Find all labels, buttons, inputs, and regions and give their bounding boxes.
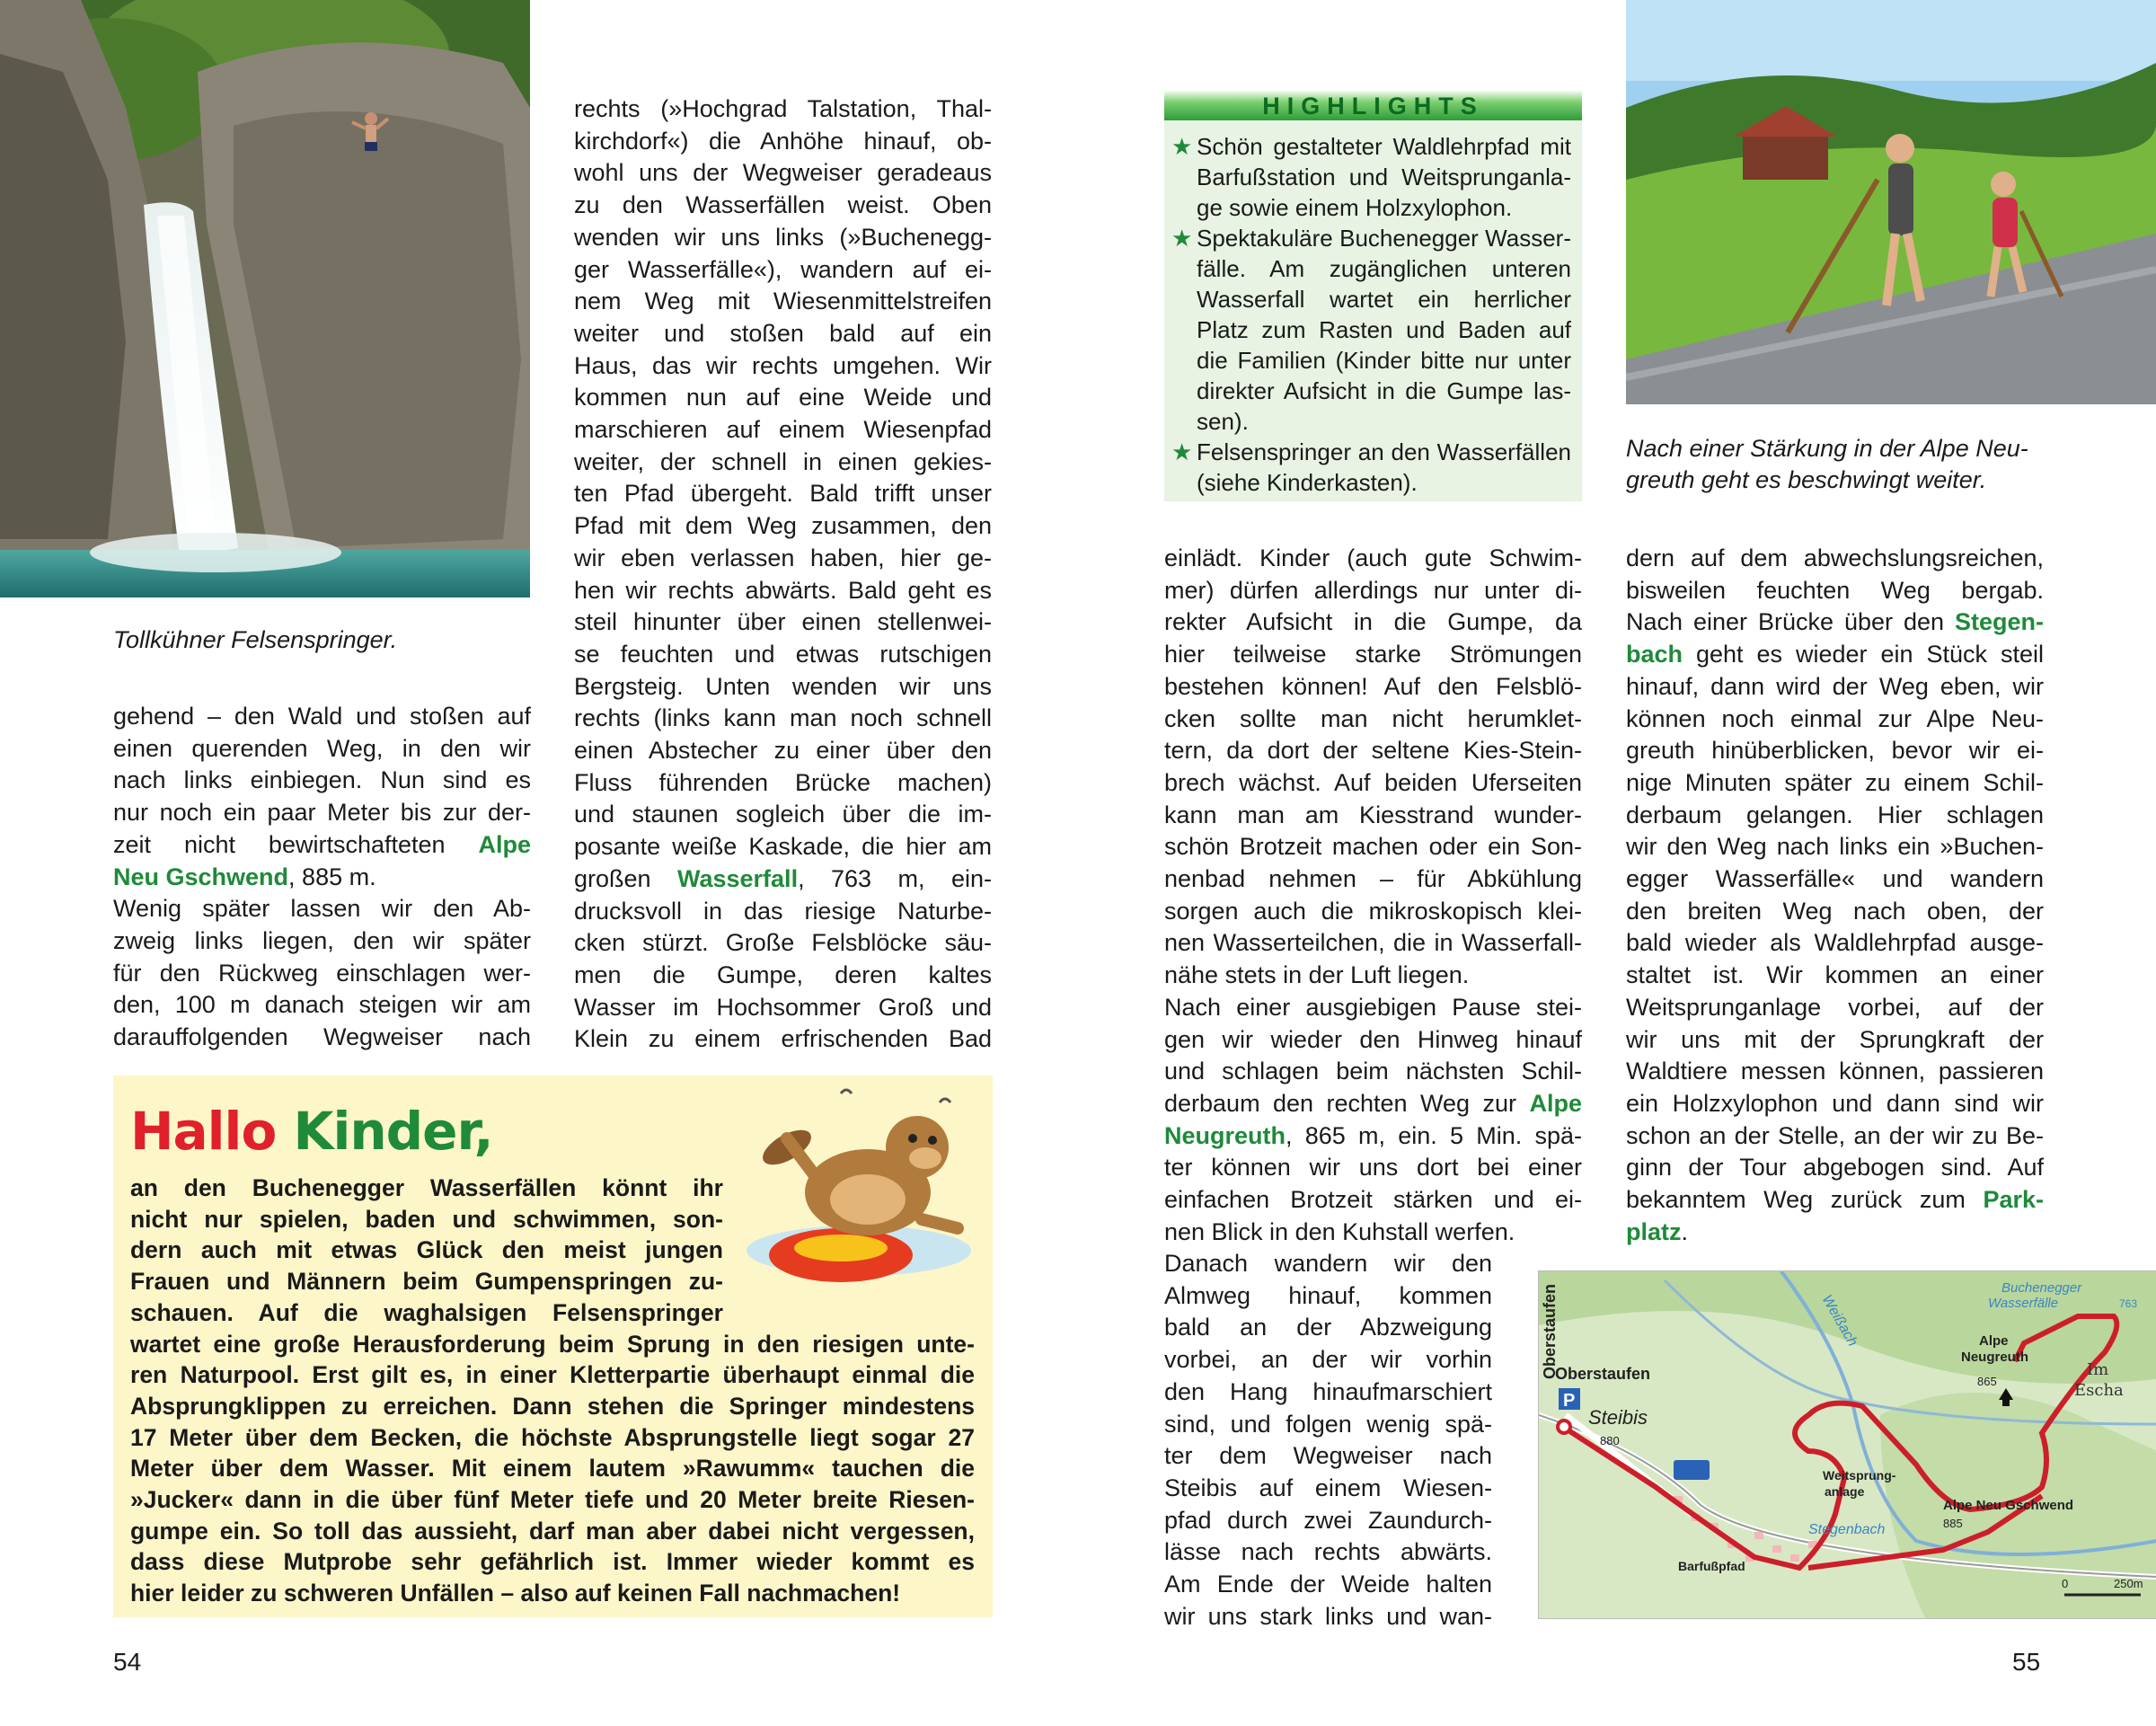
label-alpe-neugreuth-alt: 865: [1977, 1375, 1997, 1388]
kids-text-line: dass diese Mutprobe sehr gefährlich ist. Immer wieder kommt es: [130, 1548, 975, 1576]
text-segment: wenden wir uns links (»Buchenegg-: [574, 223, 992, 251]
text-line: [1626, 863, 2044, 896]
text-line: [1164, 671, 1582, 704]
text-column-3-lower: [1164, 1248, 1492, 1633]
text-line: [574, 93, 992, 126]
text-line: [1626, 704, 2044, 736]
text-line: [1164, 1088, 1582, 1120]
text-line: [574, 927, 992, 960]
highlight-line: Barfußstation und Weitsprunganla-: [1197, 164, 1571, 190]
text-line: [1626, 639, 2044, 671]
page-number-left: 54: [113, 1648, 142, 1676]
text-column-2: [574, 93, 992, 1056]
text-segment: men die Gumpe, deren kaltes: [574, 960, 992, 988]
label-waterfall-alt: 763: [2119, 1297, 2138, 1310]
hikers-caption-line-1: Nach einer Stärkung in der Alpe Neu-: [1626, 435, 2028, 462]
highlights-list: [1171, 131, 1571, 498]
text-line: [1626, 1152, 2044, 1184]
highlight-line: direkter Aufsicht in die Gumpe las-: [1197, 377, 1571, 404]
parking-letter: P: [1563, 1391, 1576, 1411]
text-segment: ginn der Tour abgebogen sind. Auf: [1626, 1154, 2044, 1182]
text-line: [1626, 1217, 2044, 1249]
text-segment: egger Wasserfälle« und wandern: [1626, 865, 2044, 893]
highlight-item: [1171, 437, 1571, 498]
text-segment: Nach einer ausgiebigen Pause stei-: [1164, 993, 1582, 1021]
text-segment: einen Abstecher zu einer über den: [574, 737, 992, 765]
text-line: [1164, 992, 1582, 1024]
text-segment: Wenig später lassen wir den Ab-: [113, 895, 531, 923]
text-line: [1164, 1184, 1582, 1217]
text-segment: bestehen können! Auf den Felsblö-: [1164, 672, 1582, 700]
text-segment: wohl uns der Wegweiser geradeaus: [574, 159, 992, 187]
text-line: [1626, 1056, 2044, 1088]
text-segment: weiter, der schnell in einen gekies-: [574, 447, 992, 475]
text-segment: ein Holzxylophon und dann sind wir: [1626, 1089, 2044, 1117]
text-line: [1164, 1536, 1492, 1569]
text-segment: wir den Weg nach links ein »Buchen-: [1626, 833, 2044, 861]
text-line: [1164, 1376, 1492, 1409]
scale-zero: 0: [2062, 1577, 2069, 1590]
highlight-line: Wasserfall wartet ein herrlicher: [1197, 286, 1571, 313]
text-line: [1164, 896, 1582, 928]
text-line: [1164, 543, 1582, 575]
text-line: [1626, 896, 2044, 928]
text-line: [1626, 992, 2044, 1024]
label-steibis: Steibis: [1588, 1406, 1648, 1429]
text-line: [1164, 606, 1582, 639]
kids-greeting-hallo: Hallo: [130, 1101, 277, 1162]
text-line: [574, 157, 992, 190]
text-line: [574, 510, 992, 543]
label-im: Im: [2087, 1360, 2109, 1379]
text-segment: Wasser im Hochsommer Groß und: [574, 993, 992, 1021]
text-line: [574, 190, 992, 222]
label-waterfall-2: Wasserfälle: [1988, 1296, 2059, 1311]
text-line: [1626, 1120, 2044, 1153]
text-segment: nige Minuten später zu einem Schil-: [1626, 768, 2044, 796]
text-line: [574, 960, 992, 992]
text-segment: können noch einmal zur Alpe Neu-: [1626, 704, 2044, 732]
kids-greeting: [130, 1101, 493, 1162]
kids-info-box: [113, 1075, 993, 1617]
text-segment: wir uns mit der Sprungkraft der: [1626, 1025, 2044, 1053]
highlight-item: [1171, 131, 1571, 223]
text-line: [113, 797, 531, 829]
text-line: [574, 896, 992, 928]
text-segment: kirchdorf«) die Anhöhe hinauf, ob-: [574, 127, 992, 155]
text-segment: .: [1681, 1217, 1689, 1245]
text-line: [1626, 1088, 2044, 1120]
hikers-caption-line-2: greuth geht es beschwingt weiter.: [1626, 466, 1987, 493]
text-segment: nem Weg mit Wiesenmittelstreifen: [574, 288, 992, 315]
highlight-line: fälle. Am zugänglichen unteren: [1197, 255, 1571, 282]
text-line: [1164, 1120, 1582, 1153]
text-line: [1164, 1248, 1492, 1280]
label-steibis-alt: 880: [1600, 1434, 1620, 1447]
text-segment: Fluss führenden Brücke machen): [574, 768, 992, 796]
highlight-line: Spektakuläre Buchenegger Wasser-: [1197, 225, 1571, 252]
label-alpe-neugreuth-2: Neugreuth: [1961, 1350, 2028, 1365]
label-alpe-neu-gschwend: Alpe Neu Gschwend: [1943, 1498, 2074, 1513]
label-weitsprung-1: Weitsprung-: [1823, 1468, 1896, 1483]
text-line: [574, 863, 992, 896]
text-line: [1164, 1152, 1582, 1184]
text-line: [574, 222, 992, 254]
label-barfusspfad: Barfußpfad: [1678, 1559, 1745, 1573]
text-line: [1626, 575, 2044, 607]
text-segment: vorbei, an der wir vorhin: [1164, 1346, 1492, 1374]
text-segment: nach links einbiegen. Nun sind es: [113, 766, 531, 794]
text-line: [1626, 960, 2044, 992]
text-line: [1626, 735, 2044, 767]
text-segment: sind, und folgen wenig spä-: [1164, 1410, 1492, 1438]
label-waterfall-1: Buchenegger: [2001, 1280, 2082, 1296]
text-line: [1164, 1569, 1492, 1601]
kids-box-text: [130, 1173, 975, 1609]
hikers-caption: [1626, 433, 2075, 496]
highlights-box: [1164, 90, 1582, 501]
text-segment: mer) dürfen allerdings nur unter di-: [1164, 576, 1582, 604]
text-line: [1164, 1280, 1492, 1313]
text-line: [574, 286, 992, 318]
text-line: [574, 350, 992, 383]
text-segment: großen: [574, 864, 677, 892]
highlight-line: Felsenspringer an den Wasserfällen: [1197, 438, 1571, 465]
star-icon: ★: [1171, 438, 1193, 465]
label-weissach: Weißach: [1818, 1292, 1860, 1350]
text-line: [574, 414, 992, 447]
text-line: [574, 254, 992, 287]
place-name: Park-: [1983, 1186, 2044, 1214]
text-segment: wir eben verlassen haben, hier ge-: [574, 544, 992, 571]
text-segment: hen wir rechts abwärts. Bald geht es: [574, 576, 992, 604]
text-segment: ter können wir uns dort bei einer: [1164, 1154, 1582, 1182]
highlight-line: (siehe Kinderkasten).: [1197, 469, 1418, 496]
text-line: [1164, 639, 1582, 671]
text-segment: einfachen Brotzeit stärken und ei-: [1164, 1186, 1582, 1214]
text-line: [1164, 1601, 1492, 1633]
text-line: [113, 893, 531, 925]
text-segment: sorgen auch die mikroskopisch klei-: [1164, 897, 1582, 925]
text-line: [574, 767, 992, 800]
highlight-line: Platz zum Rasten und Baden auf: [1197, 316, 1571, 343]
text-segment: Nach einer Brücke über den: [1626, 608, 1955, 636]
text-line: [1626, 671, 2044, 704]
bus-stop-sign: [1674, 1460, 1710, 1480]
text-segment: weiter und stoßen bald auf ein: [574, 319, 992, 347]
text-segment: Haus, das wir rechts umgehen. Wir: [574, 351, 992, 379]
label-oberstaufen: Oberstaufen: [1555, 1365, 1651, 1383]
place-name: platz: [1626, 1217, 1682, 1245]
text-line: [1164, 1024, 1582, 1057]
text-segment: für den Rückweg einschlagen wer-: [113, 959, 531, 987]
text-segment: einlädt. Kinder (auch gute Schwim-: [1164, 544, 1582, 571]
place-name: Alpe: [478, 830, 531, 858]
start-point: [1558, 1421, 1570, 1433]
text-segment: greuth hinüberblicken, bevor wir ei-: [1626, 737, 2044, 765]
text-column-1: [113, 701, 531, 1054]
text-line: [574, 735, 992, 767]
text-line: [1164, 1505, 1492, 1537]
text-segment: rechts (»Hochgrad Talstation, Thal-: [574, 95, 992, 122]
text-line: [1164, 1409, 1492, 1441]
text-line: [113, 829, 531, 862]
kids-greeting-kinder: Kinder,: [293, 1101, 493, 1162]
text-segment: posante weiße Kaskade, die hier am: [574, 833, 992, 861]
text-segment: schon an der Stelle, an der wir zu Be-: [1626, 1121, 2044, 1149]
kids-text-line: hier leider zu schweren Unfällen – also auf keinen Fall nachmachen!: [130, 1580, 901, 1607]
text-line: [574, 575, 992, 607]
text-segment: nenbad nehmen – für Abkühlung: [1164, 865, 1582, 893]
text-segment: geht es wieder ein Stück steil: [1683, 641, 2044, 668]
hikers-photo: [1626, 0, 2156, 404]
text-line: [1626, 800, 2044, 832]
page-number-right: 55: [2012, 1648, 2041, 1676]
text-segment: wir uns stark links und wan-: [1164, 1602, 1492, 1630]
text-segment: gehend – den Wald und stoßen auf: [113, 703, 531, 730]
text-segment: Klein zu einem erfrischenden Bad: [574, 1025, 992, 1053]
text-segment: Am Ende der Weide halten: [1164, 1571, 1492, 1598]
text-segment: gen wir wieder den Hinweg hinauf: [1164, 1025, 1582, 1053]
text-segment: nen Blick in den Kuhstall werfen.: [1164, 1217, 1515, 1245]
photo-caption: Tollkühner Felsenspringer.: [113, 626, 398, 653]
route-map: [1538, 1270, 2156, 1619]
text-segment: ten Pfad übergeht. Bald trifft unser: [574, 480, 992, 508]
waterfall-photo: [0, 0, 530, 597]
text-line: [1626, 1184, 2044, 1217]
kids-text-line: gumpe ein. So toll das aussieht, darf man aber dabei nicht vergessen,: [130, 1517, 975, 1545]
text-line: [113, 701, 531, 733]
text-segment: den Hang hinaufmarschiert: [1164, 1377, 1492, 1405]
text-segment: , 885 m.: [288, 863, 376, 890]
text-line: [1164, 1344, 1492, 1376]
text-line: [1626, 543, 2044, 575]
text-line: [1164, 960, 1582, 992]
text-segment: hinauf, dann wird der Weg eben, wir: [1626, 672, 2044, 700]
text-line: [1164, 863, 1582, 896]
scale-250m: 250m: [2114, 1577, 2143, 1590]
kids-text-line: schauen. Auf die waghalsigen Felsenspringer: [130, 1298, 723, 1326]
text-segment: lässe nach rechts abwärts.: [1164, 1538, 1492, 1566]
highlight-line: Schön gestalteter Waldlehrpfad mit: [1197, 133, 1571, 160]
text-line: [574, 831, 992, 863]
text-segment: bisweilen feuchten Weg bergab.: [1626, 576, 2044, 604]
text-segment: Waldtiere messen können, passieren: [1626, 1058, 2044, 1085]
text-line: [574, 318, 992, 350]
text-line: [113, 925, 531, 958]
text-segment: , 763 m, ein-: [798, 864, 992, 892]
text-segment: nur noch ein paar Meter bis zur der-: [113, 799, 531, 827]
highlight-line: ge sowie einem Holzxylophon.: [1197, 194, 1513, 221]
kids-text-line: 17 Meter über dem Becken, die höchste Absprungstelle liegt sogar 27: [130, 1423, 975, 1451]
text-segment: schön Brotzeit machen oder ein Son-: [1164, 833, 1582, 861]
text-segment: nähe stets in der Luft liegen.: [1164, 961, 1470, 989]
text-segment: ger Wasserfälle«), wandern auf ei-: [574, 255, 992, 283]
text-segment: ter dem Wegweiser nach: [1164, 1442, 1492, 1470]
text-segment: bald an der Abzweigung: [1164, 1314, 1492, 1341]
text-segment: und schlagen beim nächsten Schil-: [1164, 1058, 1582, 1085]
text-line: [1164, 575, 1582, 607]
text-segment: bald wieder als Waldlehrpfad ausge-: [1626, 929, 2044, 957]
text-segment: Danach wandern wir den: [1164, 1250, 1492, 1277]
label-gschwend-alt: 885: [1943, 1517, 1963, 1530]
kids-text-line: an den Buchenegger Wasserfällen könnt ihr: [130, 1174, 723, 1201]
text-segment: hier teilweise starke Strömungen: [1164, 641, 1582, 668]
text-line: [574, 606, 992, 639]
text-line: [574, 1023, 992, 1056]
text-line: [1164, 1217, 1582, 1249]
text-segment: darauffolgenden Wegweiser nach: [113, 1023, 531, 1051]
text-segment: kann man am Kiesstrand wunder-: [1164, 801, 1582, 828]
text-line: [113, 862, 531, 894]
place-name: Alpe: [1529, 1089, 1582, 1117]
kids-text-line: Frauen und Männern beim Gumpenspringen zu-: [130, 1268, 723, 1296]
text-segment: kommen nun auf eine Weide und: [574, 384, 992, 412]
text-line: [1626, 831, 2044, 863]
text-segment: derbaum gelangen. Hier schlagen: [1626, 801, 2044, 828]
text-line: [1164, 1473, 1492, 1505]
text-segment: und staunen sogleich über die im-: [574, 801, 992, 828]
text-line: [113, 765, 531, 797]
text-line: [1626, 927, 2044, 960]
text-line: [574, 992, 992, 1024]
text-segment: derbaum den rechten Weg zur: [1164, 1089, 1530, 1117]
place-name: Wasserfall: [677, 864, 799, 892]
text-segment: steil hinunter über einen stellenwei-: [574, 608, 992, 636]
text-segment: brech wächst. Auf beiden Uferseiten: [1164, 768, 1582, 796]
text-segment: den, 100 m danach steigen wir am: [113, 991, 531, 1019]
text-segment: Weitsprunganlage vorbei, auf der: [1626, 993, 2044, 1021]
text-line: [1164, 831, 1582, 863]
kids-text-line: wartet eine große Herausforderung beim Sprung in den riesigen unte-: [130, 1330, 975, 1358]
star-icon: ★: [1171, 225, 1193, 252]
text-segment: , 865 m, ein. 5 Min. spä-: [1286, 1121, 1582, 1149]
kids-text-line: »Jucker« dann in die über fünf Meter tiefe und 20 Meter breite Riesen-: [130, 1486, 975, 1514]
text-line: [113, 1022, 531, 1054]
text-line: [1626, 767, 2044, 800]
text-line: [574, 382, 992, 414]
text-line: [113, 958, 531, 990]
text-line: [1164, 1056, 1582, 1088]
text-line: [1626, 606, 2044, 639]
text-segment: den breiten Weg nach oben, der: [1626, 897, 2044, 925]
text-segment: zeit nicht bewirtschafteten: [113, 830, 479, 858]
text-line: [574, 126, 992, 158]
text-line: [1164, 800, 1582, 832]
label-escha: Escha: [2074, 1381, 2124, 1400]
text-line: [113, 989, 531, 1022]
place-name: Neugreuth: [1164, 1121, 1286, 1149]
label-stegenbach: Stegenbach: [1808, 1522, 1886, 1537]
place-name: Stegen-: [1954, 608, 2044, 636]
text-line: [1164, 767, 1582, 800]
text-segment: einen querenden Weg, in den wir: [113, 734, 531, 762]
highlight-line: die Familien (Kinder bitte nur unter: [1197, 347, 1571, 374]
text-line: [1164, 927, 1582, 960]
text-column-3: [1164, 543, 1582, 1248]
kids-text-line: dern auch mit etwas Glück den meist jungen: [130, 1236, 723, 1264]
text-line: [1164, 1440, 1492, 1473]
text-segment: tern, da dort der seltene Kies-Stein-: [1164, 737, 1582, 765]
text-segment: cken stürzt. Große Felsblöcke säu-: [574, 929, 992, 957]
svg-text:Oberstaufen: [1555, 1365, 1650, 1383]
text-line: [1164, 704, 1582, 736]
text-line: [1164, 735, 1582, 767]
text-segment: Steibis auf einem Wiesen-: [1164, 1474, 1492, 1501]
text-segment: zu den Wasserfällen weist. Oben: [574, 191, 992, 219]
text-line: [574, 478, 992, 510]
place-name: bach: [1626, 641, 1683, 668]
text-segment: rekter Aufsicht in die Gumpe, da: [1164, 608, 1582, 636]
text-line: [1164, 1312, 1492, 1344]
text-line: [574, 639, 992, 671]
label-oberstaufen-text: Oberstaufen: [1541, 1283, 1559, 1379]
text-line: [113, 733, 531, 766]
text-segment: drucksvoll in das riesige Naturbe-: [574, 897, 992, 925]
highlight-item: [1171, 223, 1571, 437]
highlights-title: HIGHLIGHTS: [1164, 90, 1582, 120]
text-line: [1626, 1024, 2044, 1057]
text-segment: Pfad mit dem Weg zusammen, den: [574, 512, 992, 540]
kids-text-line: nicht nur spielen, baden und schwimmen, son-: [130, 1205, 723, 1233]
text-segment: cken sollte man nicht herumklet-: [1164, 704, 1582, 732]
text-segment: nen Wasserteilchen, die in Wasserfall-: [1164, 929, 1582, 957]
text-line: [574, 543, 992, 575]
text-line: [574, 799, 992, 831]
kids-text-line: Meter über dem Wasser. Mit einem lautem »Rawumm« tauchen die: [130, 1455, 975, 1483]
text-segment: pfad durch zwei Zaundurch-: [1164, 1506, 1492, 1534]
text-segment: dern auf dem abwechslungsreichen,: [1626, 544, 2044, 571]
text-line: [574, 671, 992, 704]
text-segment: rechts (links kann man noch schnell: [574, 704, 992, 732]
text-column-4: [1626, 543, 2044, 1248]
place-name: Neu Gschwend: [113, 863, 289, 890]
waterfall-illustration: [0, 0, 530, 597]
text-segment: Bergsteig. Unten wenden wir uns: [574, 672, 992, 700]
kids-text-line: ren Naturpool. Erst gilt es, in einer Kletterpartie überhaupt einmal die: [130, 1361, 975, 1389]
text-segment: Almweg hinauf, kommen: [1164, 1281, 1492, 1309]
text-segment: staltet ist. Wir kommen an einer: [1626, 961, 2044, 989]
route-map-svg: [1539, 1271, 2156, 1618]
text-line: [574, 447, 992, 479]
text-segment: marschieren auf einem Wiesenpfad: [574, 416, 992, 444]
label-alpe-neugreuth-1: Alpe: [1979, 1333, 2009, 1349]
kids-text-line: Absprungklippen zu erreichen. Dann stehen die Springer mindestens: [130, 1392, 975, 1420]
text-line: [574, 703, 992, 735]
highlight-line: sen).: [1197, 408, 1249, 435]
star-icon: ★: [1171, 133, 1193, 160]
label-weitsprung-2: anlage: [1825, 1484, 1865, 1499]
text-segment: bekanntem Weg zurück zum: [1626, 1186, 1984, 1214]
text-segment: zweig links liegen, den wir später: [113, 926, 531, 954]
hikers-illustration: [1626, 0, 2156, 404]
text-segment: se feuchten und etwas rutschigen: [574, 640, 992, 668]
